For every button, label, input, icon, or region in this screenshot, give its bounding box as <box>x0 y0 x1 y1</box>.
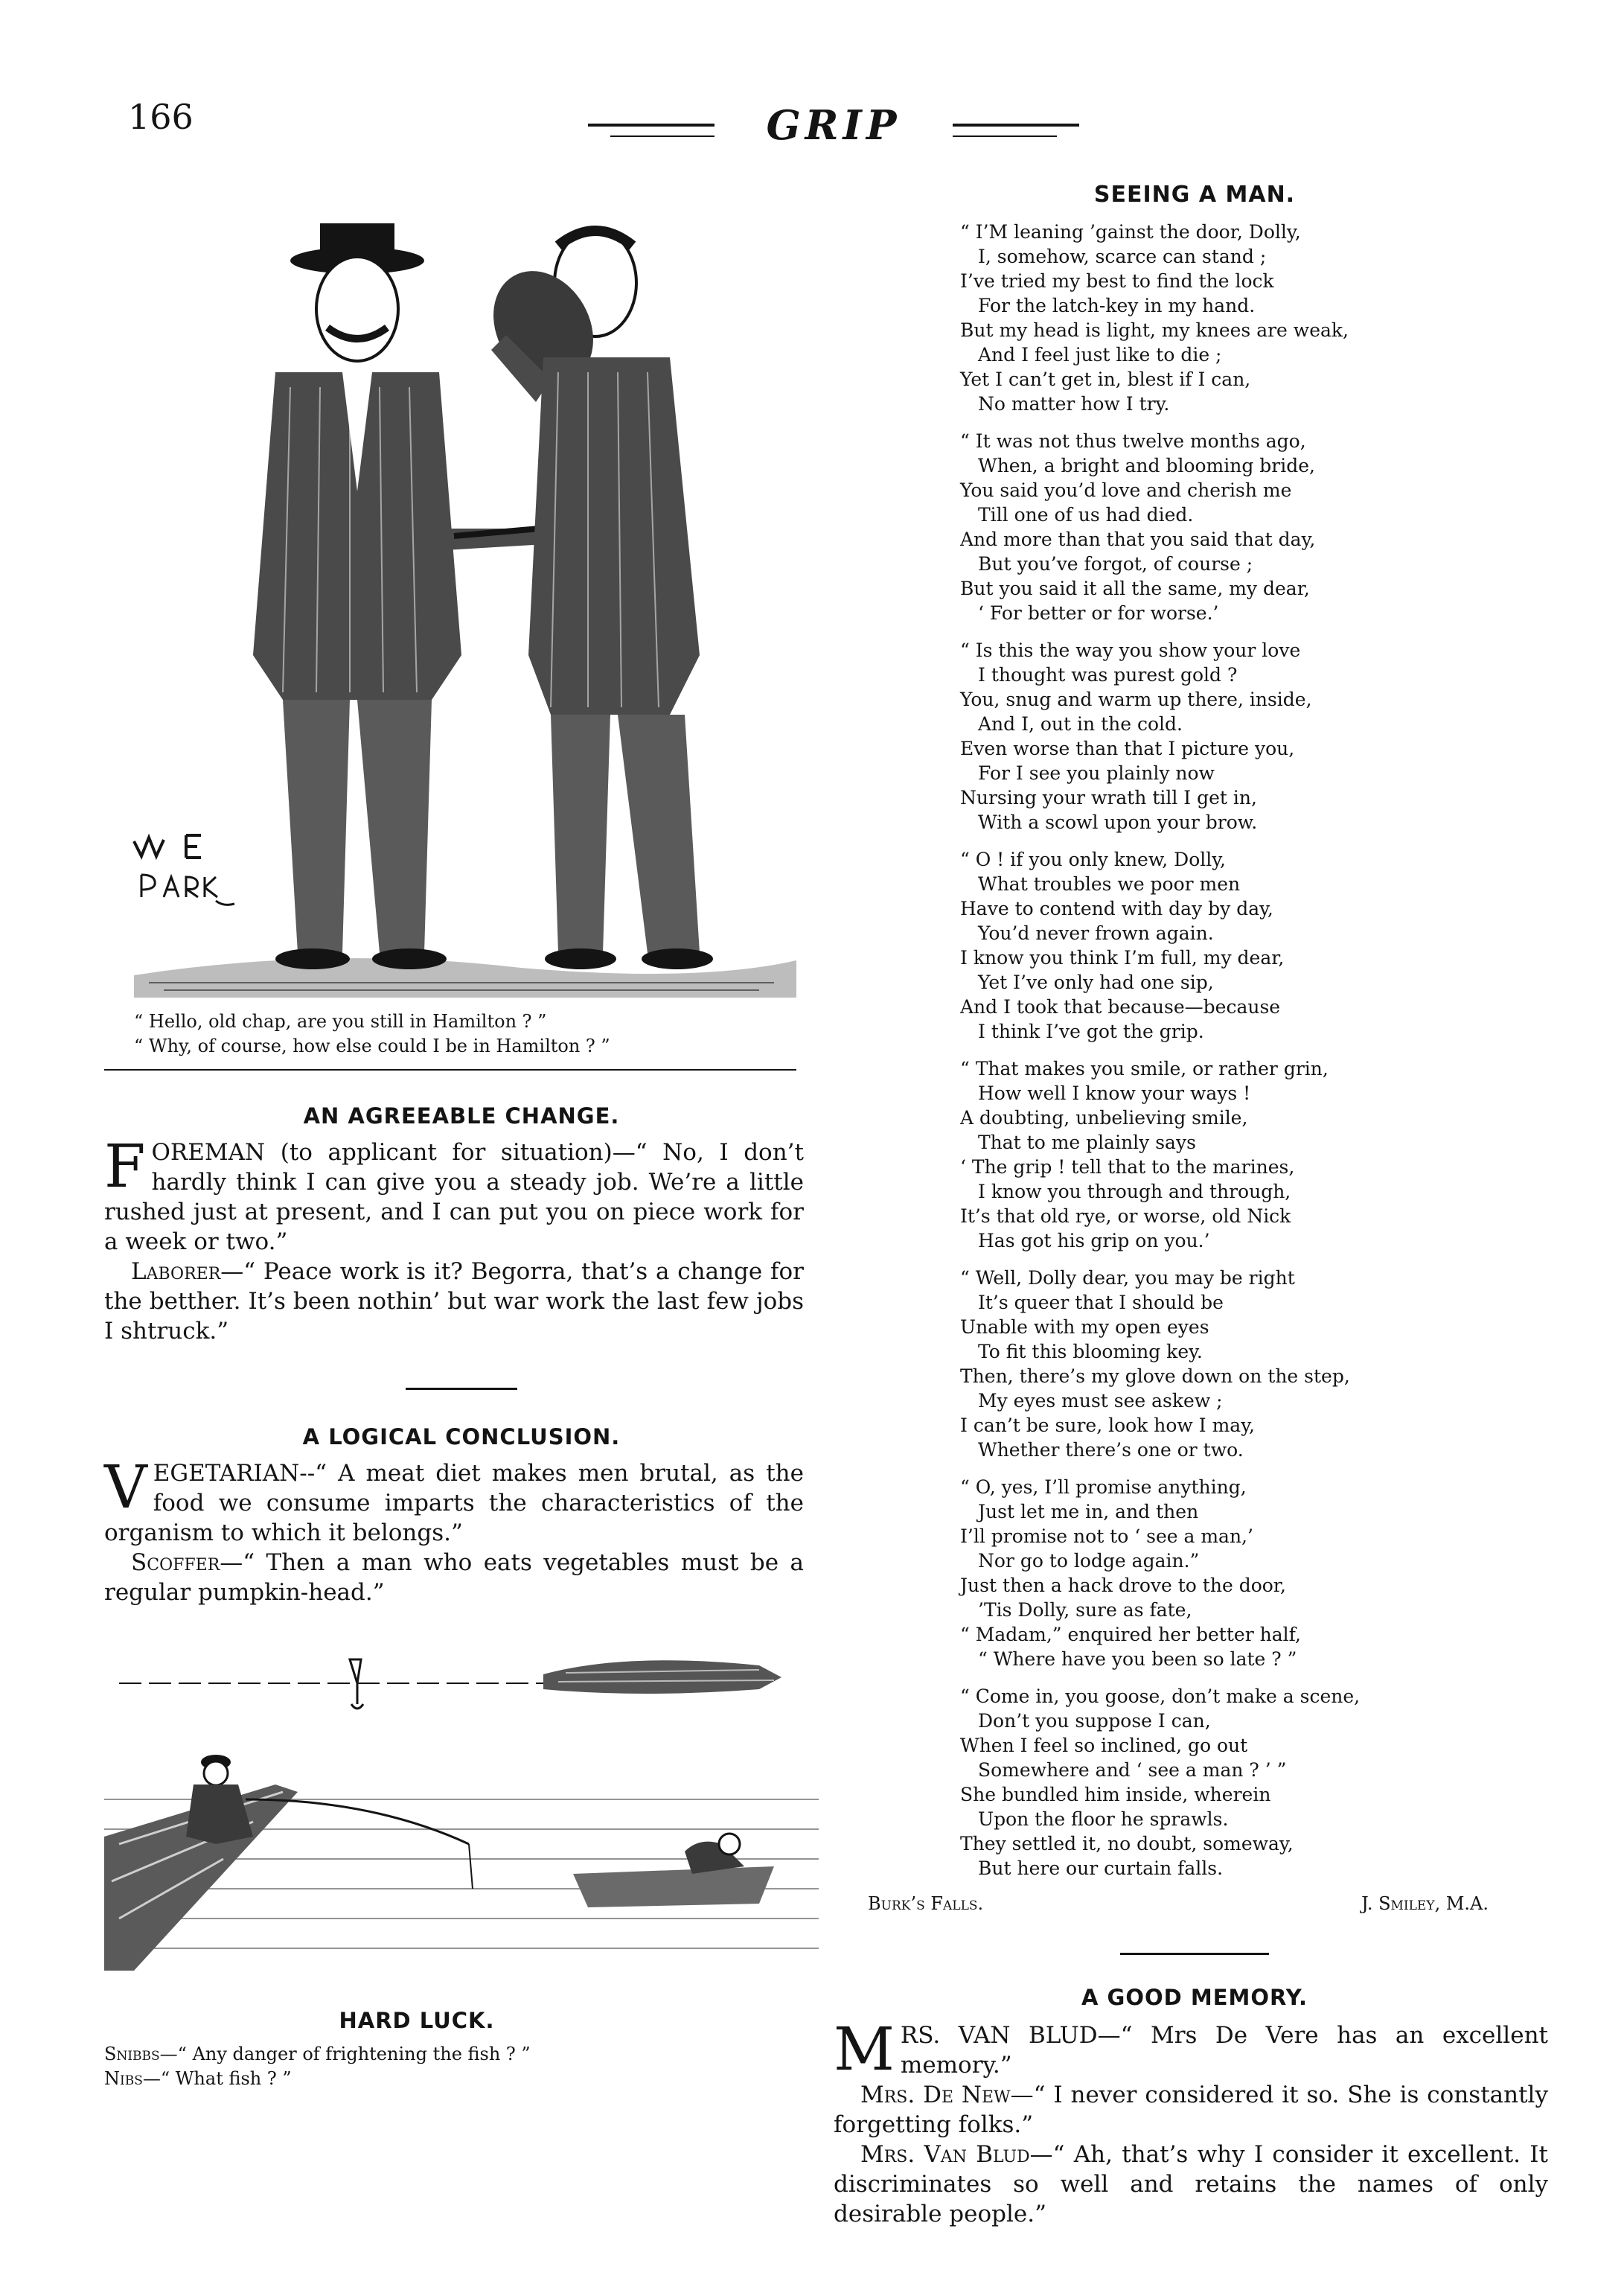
poem-stanza <box>960 429 1556 625</box>
poem-line: It’s that old rye, or worse, old Nick <box>960 1205 1291 1227</box>
poem-line: “ I’M leaning ’gainst the door, Dolly, <box>960 221 1301 243</box>
poem-stanza <box>960 1266 1556 1462</box>
memory-title: A GOOD MEMORY. <box>1081 1985 1308 2010</box>
poem-line: I know you through and through, <box>978 1181 1291 1202</box>
article-hard-luck <box>104 2008 819 2091</box>
speaker: Nibs <box>104 2068 143 2089</box>
masthead-rule-right-thin <box>953 135 1057 137</box>
fishing-line-illustration <box>104 1645 819 1726</box>
poem-line: I think I’ve got the grip. <box>978 1021 1204 1042</box>
poem-line: “ O, yes, I’ll promise anything, <box>960 1476 1247 1498</box>
poem-line: “ Well, Dolly dear, you may be right <box>960 1267 1295 1289</box>
poem-line: ‘ The grip ! tell that to the marines, <box>960 1156 1295 1178</box>
poem-line: Have to contend with day by day, <box>960 898 1273 919</box>
poem-line: My eyes must see askew ; <box>978 1390 1223 1412</box>
always-caption <box>134 1010 819 1059</box>
cartoon-illustration <box>104 179 819 1005</box>
poem-signature <box>834 1893 1556 1923</box>
poem-line: Has got his grip on you.’ <box>978 1230 1210 1251</box>
memory-paragraph-2 <box>834 2080 1548 2140</box>
left-column <box>104 179 819 2091</box>
paragraph-text: OREMAN (to applicant for situation)—“ No, I don’t hardly think I can give you a steady job. We’re a little rushed just at present, and I can put you on piece work for a week or two.” <box>104 1139 804 1255</box>
agreeable-paragraph-1 <box>104 1132 804 1257</box>
hard-luck-title: HARD LUCK. <box>339 2008 495 2033</box>
poem-line: Whether there’s one or two. <box>978 1439 1244 1461</box>
poem-line: I thought was purest gold ? <box>978 664 1238 686</box>
section-divider <box>104 1069 796 1071</box>
poem-line: Then, there’s my glove down on the step, <box>960 1365 1350 1387</box>
poem-line: “ Madam,” enquired her better half, <box>960 1624 1301 1645</box>
logical-paragraph-2 <box>104 1548 804 1607</box>
poem-line: No matter how I try. <box>978 393 1170 415</box>
poem-line: Just let me in, and then <box>978 1501 1199 1522</box>
poem-stanza <box>960 1056 1556 1253</box>
paragraph-text: —“ Ah, that’s why I consider it excellent. It discriminates so well and retains the names of only desirable people.” <box>834 2141 1548 2227</box>
poem-line: I, somehow, scarce can stand ; <box>978 246 1267 267</box>
poem-line: I can’t be sure, look how I may, <box>960 1414 1255 1436</box>
speaker: Mrs. Van Blud <box>860 2141 1030 2168</box>
poem-line: Don’t you suppose I can, <box>978 1710 1211 1732</box>
poem-line: “ Where have you been so late ? ” <box>978 1648 1297 1670</box>
poem-line: Yet I’ve only had one sip, <box>978 972 1214 993</box>
page-number: 166 <box>128 97 194 137</box>
poem-line: For I see you plainly now <box>978 762 1215 784</box>
article-logical-conclusion <box>104 1424 819 1607</box>
poem-line: And I took that because—because <box>960 996 1281 1018</box>
drop-cap: M <box>834 2015 895 2084</box>
poem-line: I’ve tried my best to find the lock <box>960 270 1274 292</box>
poem-line: “ Come in, you goose, don’t make a scene, <box>960 1685 1361 1707</box>
speaker: Laborer <box>131 1258 221 1285</box>
poem-stanza <box>960 1684 1556 1881</box>
masthead-rule-left <box>588 124 715 127</box>
poem-line: Nor go to lodge again.” <box>978 1550 1200 1572</box>
memory-paragraph-3 <box>834 2140 1548 2229</box>
poem-line: To fit this blooming key. <box>978 1341 1203 1362</box>
logical-title: A LOGICAL CONCLUSION. <box>302 1424 621 1449</box>
poem-line: Somewhere and ‘ see a man ? ’ ” <box>978 1759 1287 1781</box>
speaker: Snibbs <box>104 2044 160 2064</box>
poem-line: It’s queer that I should be <box>978 1292 1224 1313</box>
poem-stanza <box>960 1475 1556 1671</box>
poem-line: ‘ For better or for worse.’ <box>978 602 1219 624</box>
section-divider <box>406 1388 517 1390</box>
fishing-scene-illustration <box>104 1755 819 1978</box>
poem-line: I’ll promise not to ‘ see a man,’ <box>960 1525 1253 1547</box>
masthead-title: GRIP <box>766 101 901 149</box>
poem-line: And I feel just like to die ; <box>978 344 1222 366</box>
poem-line: What troubles we poor men <box>978 873 1241 895</box>
artist-signature <box>127 826 246 916</box>
poem-line: “ Is this the way you show your love <box>960 640 1301 661</box>
poem-line: Even worse than that I picture you, <box>960 738 1295 759</box>
poem-line: “ O ! if you only knew, Dolly, <box>960 849 1227 870</box>
agreeable-paragraph-2 <box>104 1257 804 1346</box>
paragraph-text: —“ I never considered it so. She is constantly forgetting folks.” <box>834 2082 1548 2138</box>
caption-line: —“ What fish ? ” <box>142 2068 292 2089</box>
poem-line: You, snug and warm up there, inside, <box>960 689 1312 710</box>
poem-line: They settled it, no doubt, someway, <box>960 1833 1294 1854</box>
poem-line: But here our curtain falls. <box>978 1857 1224 1879</box>
poem-line: Unable with my open eyes <box>960 1316 1209 1338</box>
poem-line: But my head is light, my knees are weak, <box>960 319 1349 341</box>
poem-line: A doubting, unbelieving smile, <box>960 1107 1248 1129</box>
poem-line: “ That makes you smile, or rather grin, <box>960 1058 1329 1079</box>
poem-line: With a scowl upon your brow. <box>978 811 1258 833</box>
speaker: Scoffer <box>131 1549 220 1576</box>
poem-line: How well I know your ways ! <box>978 1082 1251 1104</box>
poem-line: Yet I can’t get in, blest if I can, <box>960 369 1251 390</box>
right-man-figure <box>473 229 713 969</box>
paragraph-text: RS. VAN BLUD—“ Mrs De Vere has an excellent memory.” <box>900 2022 1548 2079</box>
paragraph-text: —“ Then a man who eats vegetables must be a regular pumpkin-head.” <box>104 1549 804 1606</box>
poem-line: And more than that you said that day, <box>960 529 1316 550</box>
poem-line: “ It was not thus twelve months ago, <box>960 430 1306 452</box>
paragraph-text: —“ Peace work is it? Begorra, that’s a change for the betther. It’s been nothin’ but war work the last few jobs I shtruck.” <box>104 1258 804 1345</box>
poem-stanza <box>960 847 1556 1044</box>
poem-line: Upon the floor he sprawls. <box>978 1808 1229 1830</box>
hard-luck-caption <box>104 2042 819 2091</box>
poem-line: Till one of us had died. <box>978 504 1194 526</box>
poem-title: SEEING A MAN. <box>1093 182 1296 208</box>
poem-place: Burk’s Falls. <box>868 1893 984 1914</box>
poem-line: I know you think I’m full, my dear, <box>960 947 1285 969</box>
poem-stanza <box>960 220 1556 416</box>
masthead-rule-right <box>953 124 1079 127</box>
poem-line: For the latch-key in my hand. <box>978 295 1256 316</box>
drop-cap: F <box>104 1132 146 1201</box>
poem-line: When I feel so inclined, go out <box>960 1735 1248 1756</box>
poem-author: J. Smiley, M.A. <box>1361 1893 1489 1914</box>
poem-line: That to me plainly says <box>978 1132 1196 1153</box>
poem-line: But you’ve forgot, of course ; <box>978 553 1253 575</box>
article-good-memory <box>834 1985 1556 2229</box>
caption-line: —“ Any danger of frightening the fish ? ” <box>159 2044 531 2064</box>
logical-paragraph-1 <box>104 1452 804 1548</box>
poem-line: Nursing your wrath till I get in, <box>960 787 1257 808</box>
poem-line: You’d never frown again. <box>978 922 1214 944</box>
paragraph-text: EGETARIAN--“ A meat diet makes men brutal, as the food we consume imparts the characteristics of the organism to which it belongs.” <box>104 1460 804 1546</box>
poem-line: When, a bright and blooming bride, <box>978 455 1315 476</box>
poem-line: Just then a hack drove to the door, <box>960 1575 1286 1596</box>
poem-stanza <box>960 638 1556 835</box>
memory-paragraph-1 <box>834 2015 1548 2084</box>
poem-line: ’Tis Dolly, sure as fate, <box>978 1599 1192 1621</box>
caption-line: “ Why, of course, how else could I be in Hamilton ? ” <box>134 1036 610 1056</box>
poem-line: And I, out in the cold. <box>978 713 1183 735</box>
poem-line: You said you’d love and cherish me <box>960 479 1292 501</box>
poem-line: She bundled him inside, wherein <box>960 1784 1271 1805</box>
poem-line: But you said it all the same, my dear, <box>960 578 1310 599</box>
speaker: Mrs. De New <box>860 2082 1011 2108</box>
right-column <box>834 179 1556 2229</box>
article-agreeable-change <box>104 1103 819 1390</box>
agreeable-title: AN AGREEABLE CHANGE. <box>303 1103 620 1129</box>
caption-line: “ Hello, old chap, are you still in Hamilton ? ” <box>134 1011 547 1032</box>
poem-body <box>960 220 1556 1881</box>
drop-cap: V <box>104 1452 147 1522</box>
masthead-rule-left-thin <box>610 135 715 137</box>
section-divider <box>1120 1953 1269 1955</box>
